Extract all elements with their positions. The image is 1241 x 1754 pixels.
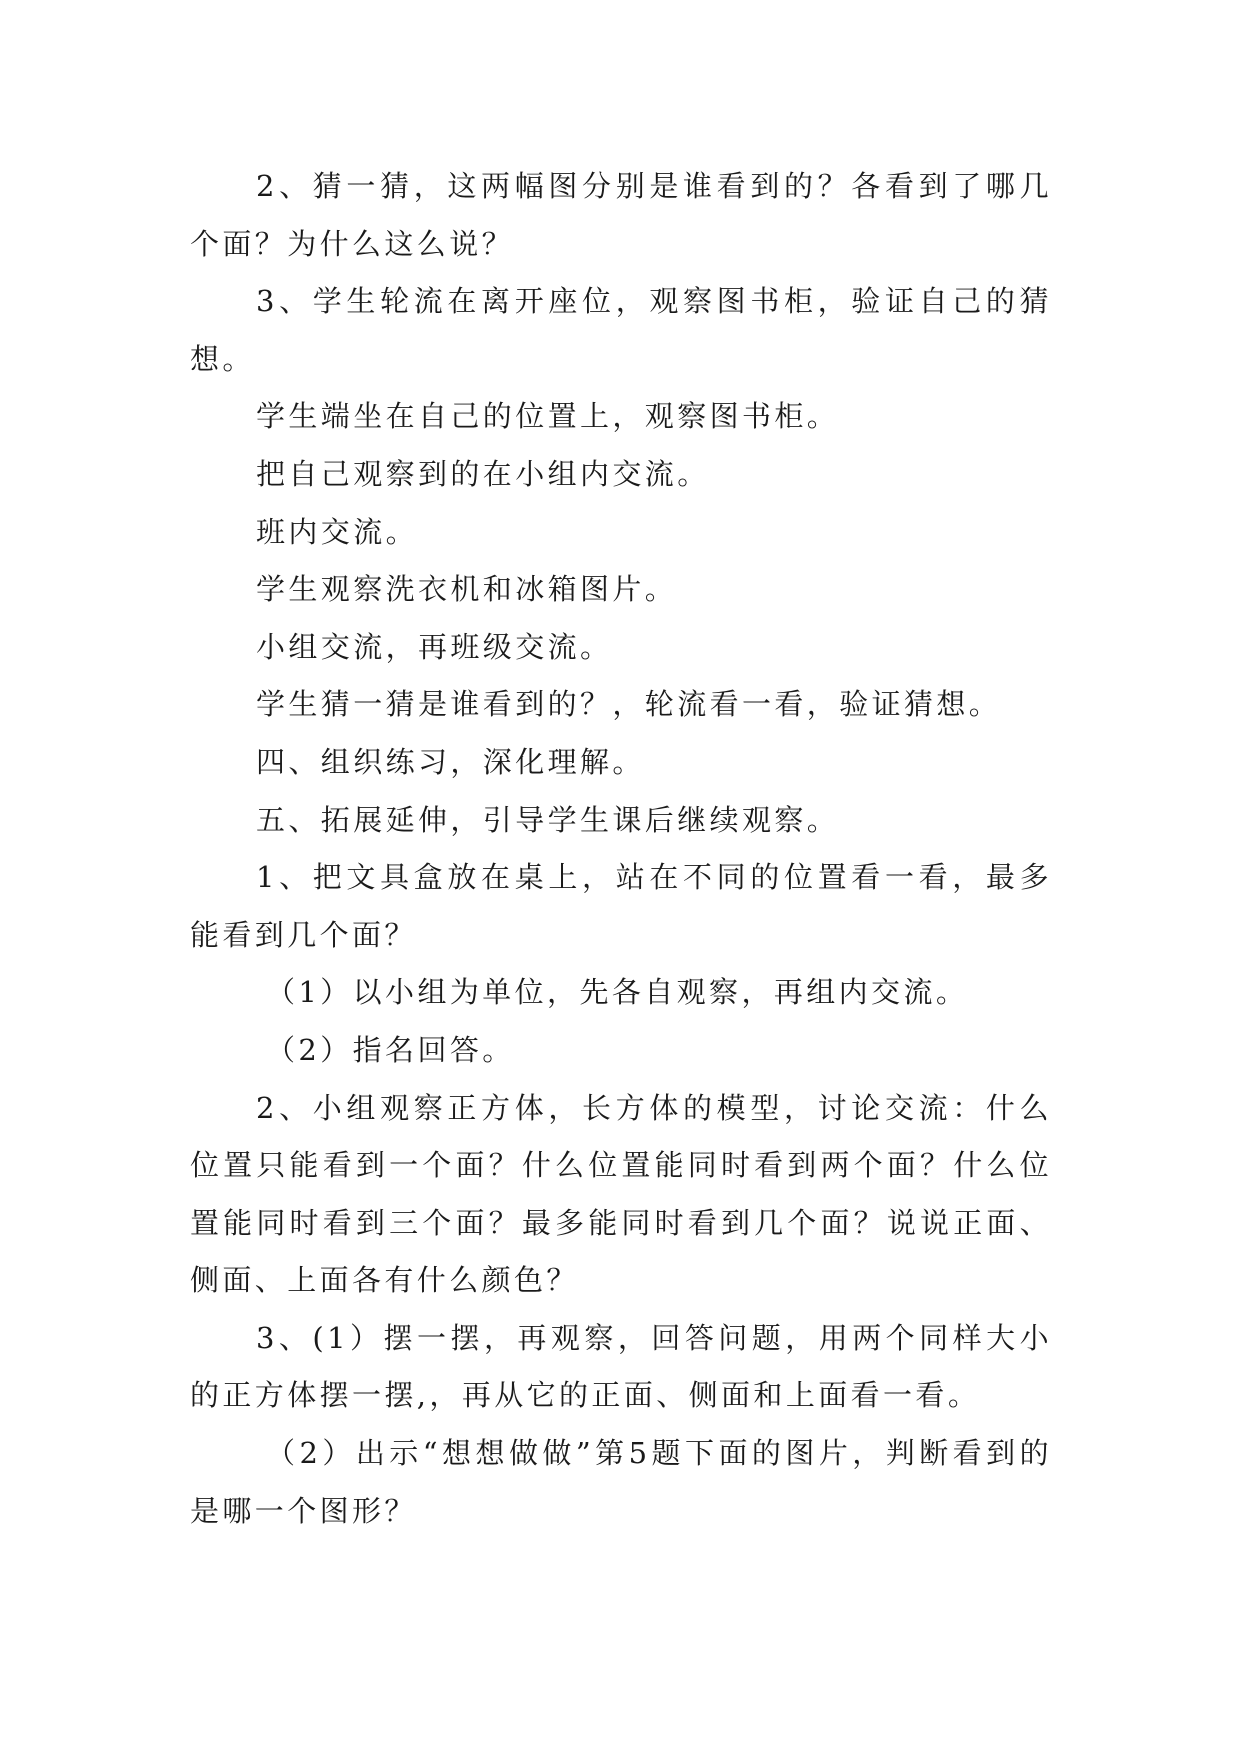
section-heading-practice: 四、组织练习，深化理解。 bbox=[256, 744, 645, 779]
paragraph-show-picture: （2）出示“想想做做”第5题下面的图片，判断看到的是哪一个图形？ bbox=[190, 1436, 1052, 1528]
paragraph-group-class-share: 小组交流，再班级交流。 bbox=[256, 629, 613, 664]
paragraph-sub-item-1: （1）以小组为单位，先各自观察，再组内交流。 bbox=[266, 975, 969, 1010]
paragraph-arrange-cubes: 3、(1）摆一摆，再观察，回答问题，用两个同样大小的正方体摆一摆,，再从它的正面、侧面和上面看一看。 bbox=[190, 1320, 1052, 1413]
paragraph-group-share: 把自己观察到的在小组内交流。 bbox=[256, 456, 710, 491]
paragraph-sub-item-2: （2）指名回答。 bbox=[266, 1032, 515, 1067]
paragraph-guess-verify: 学生猜一猜是谁看到的？，轮流看一看，验证猜想。 bbox=[256, 687, 1002, 722]
section-heading-extension: 五、拓展延伸，引导学生课后继续观察。 bbox=[256, 802, 840, 837]
paragraph-pencil-box: 1、把文具盒放在桌上，站在不同的位置看一看，最多能看到几个面？ bbox=[190, 860, 1052, 952]
paragraph-sit-observe: 学生端坐在自己的位置上，观察图书柜。 bbox=[256, 399, 840, 434]
document-body bbox=[190, 158, 1052, 1540]
paragraph-guess-views: 2、猜一猜，这两幅图分别是谁看到的？各看到了哪几个面？为什么这么说？ bbox=[190, 169, 1052, 261]
paragraph-observe-appliances: 学生观察洗衣机和冰箱图片。 bbox=[256, 572, 678, 607]
paragraph-cube-models: 2、小组观察正方体，长方体的模型，讨论交流：什么位置只能看到一个面？什么位置能同时看到两个面？什么位置能同时看到三个面？最多能同时看到几个面？说说正面、侧面、上面各有什么颜色？ bbox=[190, 1090, 1052, 1298]
paragraph-verify-bookcase: 3、学生轮流在离开座位，观察图书柜，验证自己的猜想。 bbox=[190, 284, 1052, 376]
paragraph-class-share: 班内交流。 bbox=[256, 514, 419, 549]
